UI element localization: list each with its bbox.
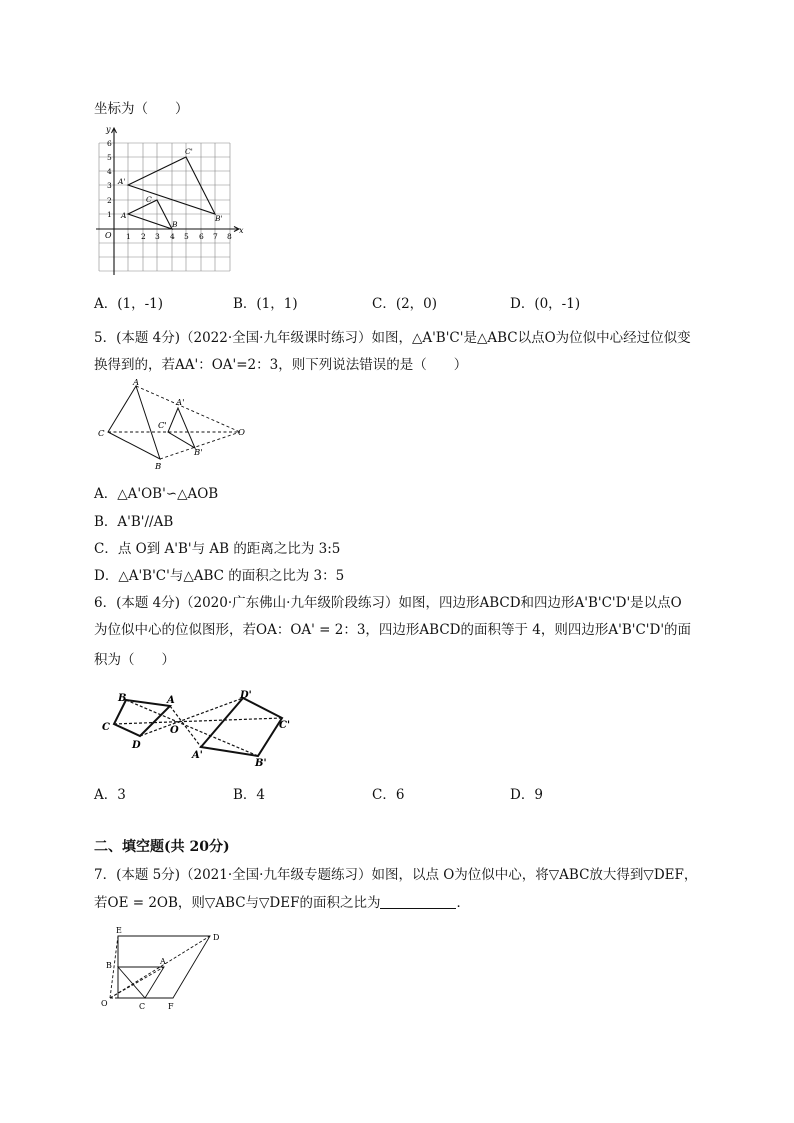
q5-point-A1: A' xyxy=(176,398,185,408)
x-tick: 3 xyxy=(155,232,160,241)
q5-option-d[interactable]: D．△A'B'C'与△ABC 的面积之比为 3：5 xyxy=(94,568,345,584)
q5-point-A: A xyxy=(133,378,140,388)
x-tick: 2 xyxy=(141,232,146,241)
q7-point-C: C xyxy=(139,1002,146,1011)
q6-point-C1: C' xyxy=(279,720,291,731)
q6-stem-line3: 积为（ ） xyxy=(94,652,175,668)
q6-point-A1: A' xyxy=(192,750,203,761)
q6-point-D: D xyxy=(132,740,141,751)
point-A1: A' xyxy=(118,177,126,186)
point-C: C xyxy=(146,195,152,204)
q5-stem-line1: 5．(本题 4分)（2022·全国·九年级课时练习）如图，△A'B'C'是△ABC以点O为位似中心经过位似变 xyxy=(94,330,691,346)
y-axis-label: y xyxy=(106,125,111,134)
y-tick: 3 xyxy=(107,181,112,190)
q7-stem-text: 若OE = 2OB，则▽ABC与▽DEF的面积之比为 xyxy=(94,895,381,911)
q6-stem-line1: 6．(本题 4分)（2020·广东佛山·九年级阶段练习）如图，四边形ABCD和四边形A'B'C'D'是以点O xyxy=(94,595,682,611)
point-B: B xyxy=(172,220,178,229)
point-A: A xyxy=(121,211,127,220)
q4-option-c[interactable]: C．(2，0) xyxy=(372,296,438,312)
q7-figure xyxy=(98,925,228,1015)
q4-option-d[interactable]: D．(0，-1) xyxy=(510,296,581,312)
q6-option-b[interactable]: B．4 xyxy=(233,787,266,803)
x-tick: 7 xyxy=(213,232,218,241)
x-tick: 6 xyxy=(199,232,204,241)
q6-point-B: B xyxy=(118,693,127,704)
q4-coordinate-figure xyxy=(96,123,246,273)
y-tick: 5 xyxy=(107,153,112,162)
q6-option-a[interactable]: A．3 xyxy=(94,787,126,803)
q7-point-O: O xyxy=(101,999,108,1008)
q5-point-B1: B' xyxy=(194,448,203,458)
q7-stem-line1: 7．(本题 5分)（2021·全国·九年级专题练习）如图，以点 O为位似中心，将▽ABC放大得到▽DEF， xyxy=(94,867,698,883)
q6-stem-line2: 为位似中心的位似图形，若OA：OA' = 2：3，四边形ABCD的面积等于 4，则四边形A'B'C'D'的面 xyxy=(94,622,692,638)
q4-option-b[interactable]: B．(1，1) xyxy=(233,296,298,312)
q7-answer-blank[interactable] xyxy=(380,896,456,909)
origin-label: O xyxy=(105,231,112,240)
q5-point-O: O xyxy=(238,428,245,438)
q6-option-d[interactable]: D．9 xyxy=(510,787,543,803)
q7-point-E: E xyxy=(116,926,122,935)
q7-point-F: F xyxy=(168,1002,174,1011)
q6-point-O: O xyxy=(170,725,179,736)
q5-point-C1: C' xyxy=(158,421,167,431)
q7-point-D: D xyxy=(213,933,220,942)
q4-option-a[interactable]: A．(1，-1) xyxy=(94,296,164,312)
q6-option-c[interactable]: C．6 xyxy=(372,787,405,803)
q5-point-B: B xyxy=(155,462,162,472)
q6-figure xyxy=(100,686,300,768)
point-B1: B' xyxy=(215,214,223,223)
q4-stem-tail: 坐标为（ ） xyxy=(94,101,189,117)
q5-figure xyxy=(95,378,255,473)
y-tick: 2 xyxy=(107,196,112,205)
section-title: 二、填空题(共 20分) xyxy=(94,839,230,855)
q5-option-a[interactable]: A．△A'OB'∽△AOB xyxy=(94,486,219,502)
x-tick: 5 xyxy=(184,232,189,241)
q6-point-A: A xyxy=(167,695,175,706)
q5-stem-line2: 换得到的，若AA'：OA'=2：3，则下列说法错误的是（ ） xyxy=(94,357,468,373)
q5-point-C: C xyxy=(98,429,105,439)
q6-point-D1: D' xyxy=(240,690,252,701)
q7-stem-end: ． xyxy=(456,895,470,911)
x-axis-label: x xyxy=(239,226,244,235)
q7-stem-line2 xyxy=(94,891,470,911)
y-tick: 1 xyxy=(107,210,112,219)
q7-point-A: A xyxy=(160,957,166,966)
point-C1: C' xyxy=(185,147,193,156)
x-tick: 8 xyxy=(227,232,232,241)
y-tick: 4 xyxy=(107,167,112,176)
q5-option-b[interactable]: B．A'B'//AB xyxy=(94,514,174,530)
x-tick: 1 xyxy=(126,232,131,241)
q6-point-C: C xyxy=(102,722,110,733)
q7-point-B: B xyxy=(106,961,112,970)
y-tick: 6 xyxy=(107,139,112,148)
q6-point-B1: B' xyxy=(255,758,267,769)
x-tick: 4 xyxy=(170,232,175,241)
q5-option-c[interactable]: C．点 O到 A'B'与 AB 的距离之比为 3:5 xyxy=(94,541,341,557)
